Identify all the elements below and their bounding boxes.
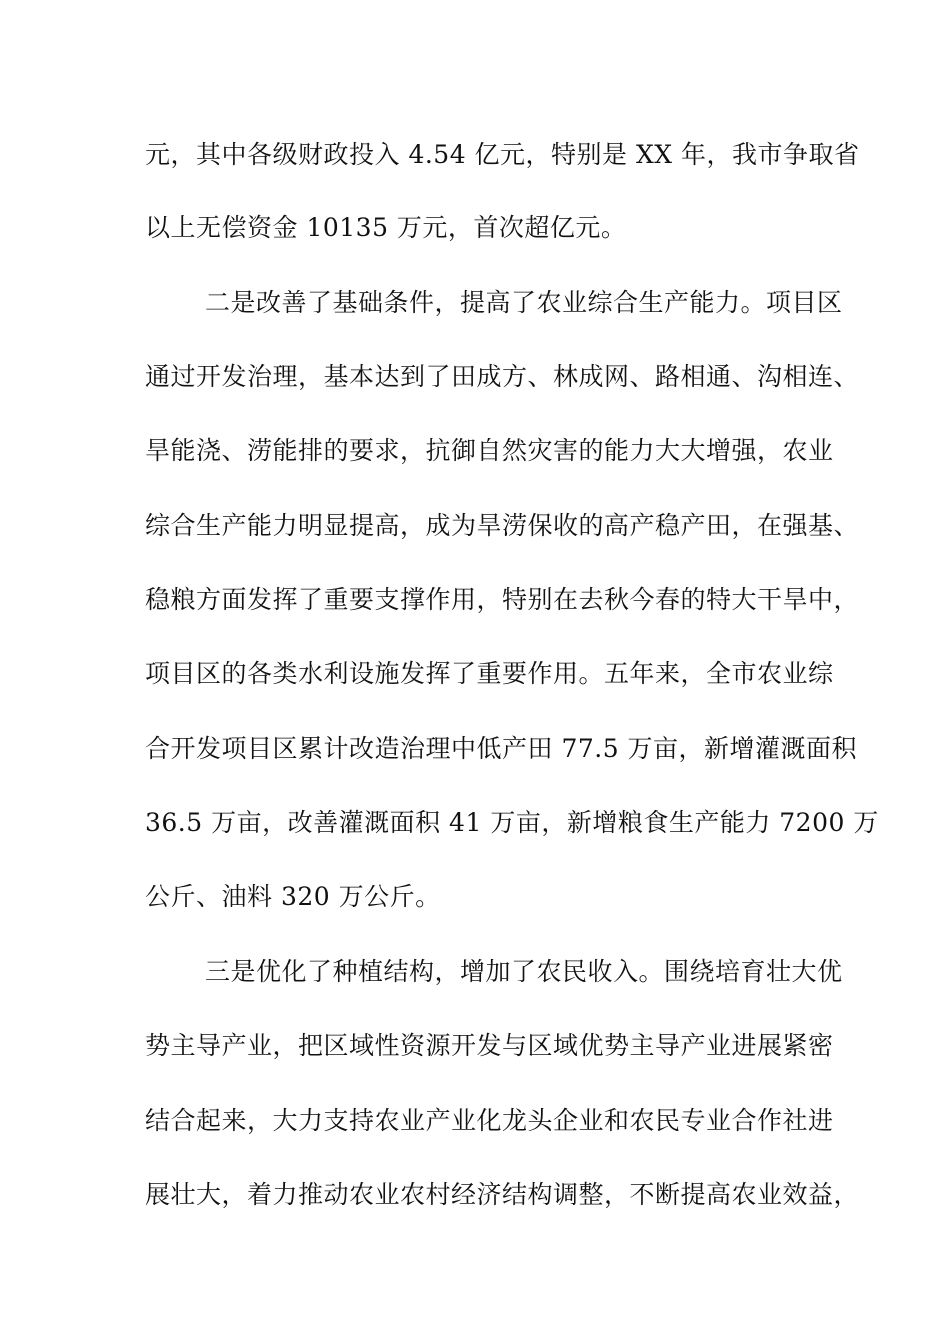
text-line: 合开发项目区累计改造治理中低产田 77.5 万亩，新增灌溉面积 — [145, 734, 858, 763]
text-line: 结合起来，大力支持农业产业化龙头企业和农民专业合作社进 — [145, 1106, 834, 1135]
text-line: 公斤、油料 320 万公斤。 — [145, 882, 441, 911]
paragraph-start-line: 三是优化了种植结构，增加了农民收入。围绕培育壮大优 — [205, 957, 843, 986]
paragraph-start-line: 二是改善了基础条件，提高了农业综合生产能力。项目区 — [205, 288, 843, 317]
text-line: 36.5 万亩，改善灌溉面积 41 万亩，新增粮食生产能力 7200 万 — [145, 808, 879, 837]
text-line: 以上无偿资金 10135 万元，首次超亿元。 — [145, 213, 627, 242]
text-line: 通过开发治理，基本达到了田成方、林成网、路相通、沟相连、 — [145, 362, 860, 391]
text-line: 展壮大，着力推动农业农村经济结构调整，不断提高农业效益， — [145, 1180, 860, 1209]
text-line: 旱能浇、涝能排的要求，抗御自然灾害的能力大大增强，农业 — [145, 436, 834, 465]
text-line: 元，其中各级财政投入 4.54 亿元，特别是 XX 年，我市争取省 — [145, 140, 860, 169]
text-line: 稳粮方面发挥了重要支撑作用，特别在去秋今春的特大干旱中， — [145, 585, 860, 614]
text-line: 项目区的各类水利设施发挥了重要作用。五年来，全市农业综 — [145, 659, 834, 688]
text-line: 势主导产业，把区域性资源开发与区域优势主导产业进展紧密 — [145, 1031, 834, 1060]
text-line: 综合生产能力明显提高，成为旱涝保收的高产稳产田，在强基、 — [145, 511, 860, 540]
